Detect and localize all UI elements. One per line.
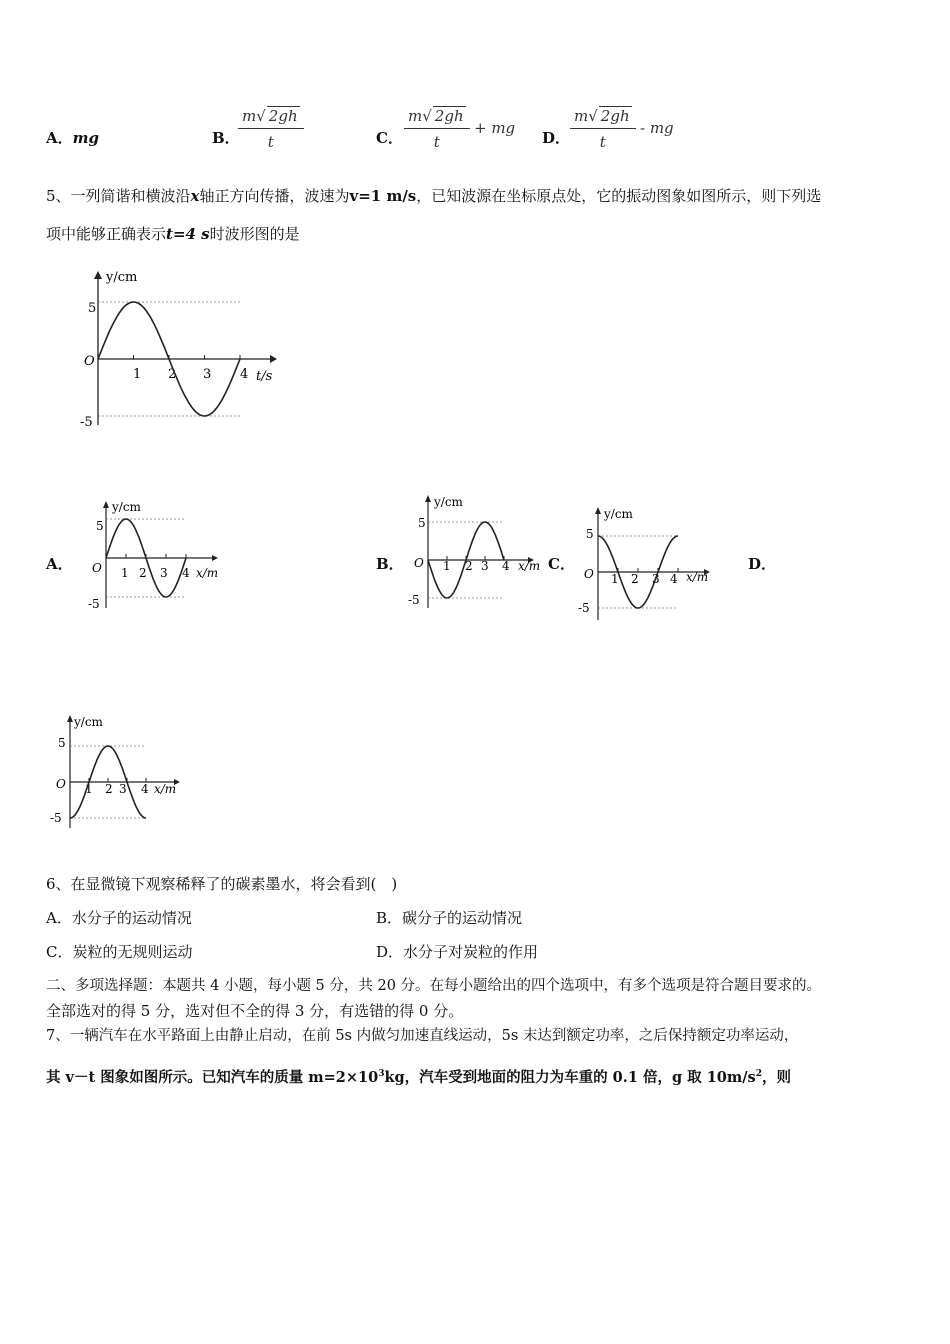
x-axis-arrow: [212, 555, 218, 561]
q5-option-c-label: C．: [548, 555, 575, 573]
section2-header-line2: 全部选对的得 5 分，选对但不全的得 3 分，有选错的得 0 分。: [46, 1002, 464, 1020]
q4-b-radicand: 2gh: [268, 107, 298, 125]
x-tick-label: 4: [141, 782, 149, 796]
x-axis-label: x/m: [686, 570, 709, 584]
y-tick-label: -5: [88, 597, 100, 611]
q5-option-b-label: B．: [376, 555, 404, 573]
x-tick-label: 1: [611, 572, 619, 586]
option-c-graph: [572, 504, 722, 622]
q5-option-d-label: D．: [748, 555, 777, 573]
q5-x: x: [190, 187, 200, 205]
option-d-graph: [44, 710, 194, 828]
y-tick-label: 5: [88, 301, 97, 316]
q4-d-m: m: [574, 107, 589, 125]
q4-b-den: t: [267, 133, 274, 151]
q4-option-a-label: A．: [46, 129, 73, 147]
x-tick-label: 1: [85, 782, 93, 796]
q4-c-radicand: 2gh: [434, 107, 464, 125]
q6-option-b: B．碳分子的运动情况: [376, 909, 523, 927]
x-tick-label: 4: [182, 566, 190, 580]
q5-text: ，已知波源在坐标原点处，它的振动图象如图所示，则下列选: [416, 187, 822, 205]
x-axis-label: x/m: [518, 559, 541, 573]
y-axis-label: y/cm: [112, 500, 141, 514]
x-tick-label: 1: [443, 559, 451, 573]
origin-label: O: [584, 567, 594, 581]
q4-option-c-label: C．: [376, 129, 403, 147]
option-b-graph: [400, 492, 548, 610]
y-tick-label: 5: [96, 519, 104, 533]
q6-option-a: A．水分子的运动情况: [46, 909, 192, 927]
q4-d-den: t: [599, 133, 606, 151]
x-tick-label: 2: [465, 559, 473, 573]
q4-c-den: t: [433, 133, 440, 151]
x-tick-label: 3: [481, 559, 489, 573]
x-tick-label: 1: [133, 367, 142, 382]
y-tick-label: -5: [578, 601, 590, 615]
q4-option-c-fraction: $\frac{m√ 2gh}{t}$: [404, 106, 470, 151]
q7-question-line2: [46, 1064, 791, 1088]
q6-option-d: D．水分子对炭粒的作用: [376, 943, 539, 961]
y-tick-label: -5: [80, 415, 93, 430]
x-tick-label: 3: [119, 782, 127, 796]
origin-label: O: [84, 354, 95, 369]
q5-question-line1: [46, 186, 821, 206]
y-tick-label: -5: [50, 811, 62, 825]
q4-option-d-tail: - mg: [640, 119, 674, 137]
y-axis-arrow: [103, 501, 109, 508]
y-tick-label: 5: [58, 736, 66, 750]
q4-option-b-fraction: $\frac{m√ 2gh}{t}$: [238, 106, 304, 151]
q6-question: 6、在显微镜下观察稀释了的碳素墨水，将会看到( ): [46, 875, 398, 893]
x-tick-label: 4: [240, 367, 249, 382]
origin-label: O: [414, 556, 424, 570]
q4-b-m: m: [242, 107, 257, 125]
x-tick-label: 3: [652, 572, 660, 586]
option-a-graph: [80, 496, 230, 614]
q4-c-m: m: [408, 107, 423, 125]
q7-exponent: 3: [378, 1069, 385, 1079]
q4-option-c-tail: + mg: [474, 119, 516, 137]
x-axis-label: x/m: [196, 566, 219, 580]
x-tick-label: 4: [502, 559, 510, 573]
y-tick-label: 5: [418, 516, 426, 530]
y-axis-label: y/cm: [106, 270, 138, 285]
q5-text: 5、一列简谐和横波沿: [46, 187, 191, 205]
q7-text: kg，汽车受到地面的阻力为车重的 0.1 倍，g 取 10m/s: [384, 1068, 756, 1086]
x-tick-label: 3: [203, 367, 212, 382]
q4-d-radicand: 2gh: [600, 107, 630, 125]
q5-option-a-label: A．: [46, 555, 73, 573]
origin-label: O: [92, 561, 102, 575]
q5-text: 轴正方向传播，波速为: [199, 187, 350, 205]
y-axis-arrow: [94, 271, 102, 279]
x-tick-label: 2: [631, 572, 639, 586]
q7-text: 其 v－t 图象如图所示。已知汽车的质量 m=2×10: [46, 1068, 379, 1086]
x-axis-label: t/s: [256, 369, 273, 384]
x-tick-label: 2: [139, 566, 147, 580]
vibration-graph: [70, 265, 290, 440]
q4-option-d-fraction: $\frac{m√ 2gh}{t}$: [570, 106, 636, 151]
y-axis-arrow: [67, 715, 73, 722]
q7-question-line1: 7、一辆汽车在水平路面上由静止启动，在前 5s 内做匀加速直线运动，5s 末达到额定功率，之后保持额定功率运动，: [46, 1028, 799, 1044]
q5-time: t=4 s: [166, 225, 210, 243]
q7-text: ，则: [761, 1068, 791, 1086]
q5-question-line2: [46, 224, 300, 244]
q5-speed: v=1 m/s: [349, 187, 417, 205]
x-axis-label: x/m: [154, 782, 177, 796]
q5-text: 时波形图的是: [209, 225, 300, 243]
q4-option-a: [46, 128, 99, 148]
x-tick-label: 1: [121, 566, 129, 580]
origin-label: O: [56, 777, 66, 791]
y-tick-label: -5: [408, 593, 420, 607]
q4-option-a-expr: mg: [72, 129, 100, 147]
q7-exponent: 2: [755, 1069, 762, 1079]
y-axis-label: y/cm: [604, 507, 633, 521]
x-axis-arrow: [270, 355, 277, 363]
y-axis-arrow: [595, 507, 601, 514]
y-axis-arrow: [425, 495, 431, 502]
x-tick-label: 3: [160, 566, 168, 580]
q6-option-c: C．炭粒的无规则运动: [46, 943, 193, 961]
q4-option-b-label: B．: [212, 129, 240, 147]
y-axis-label: y/cm: [74, 715, 103, 729]
q5-text: 项中能够正确表示: [46, 225, 167, 243]
y-tick-label: 5: [586, 527, 594, 541]
x-tick-label: 4: [670, 572, 678, 586]
x-tick-label: 2: [168, 367, 177, 382]
y-axis-label: y/cm: [434, 495, 463, 509]
q4-option-d-label: D．: [542, 129, 571, 147]
section2-header-line1: 二、多项选择题：本题共 4 小题，每小题 5 分，共 20 分。在每小题给出的四个选项中，有多个选项是符合题目要求的。: [46, 978, 822, 994]
x-tick-label: 2: [105, 782, 113, 796]
